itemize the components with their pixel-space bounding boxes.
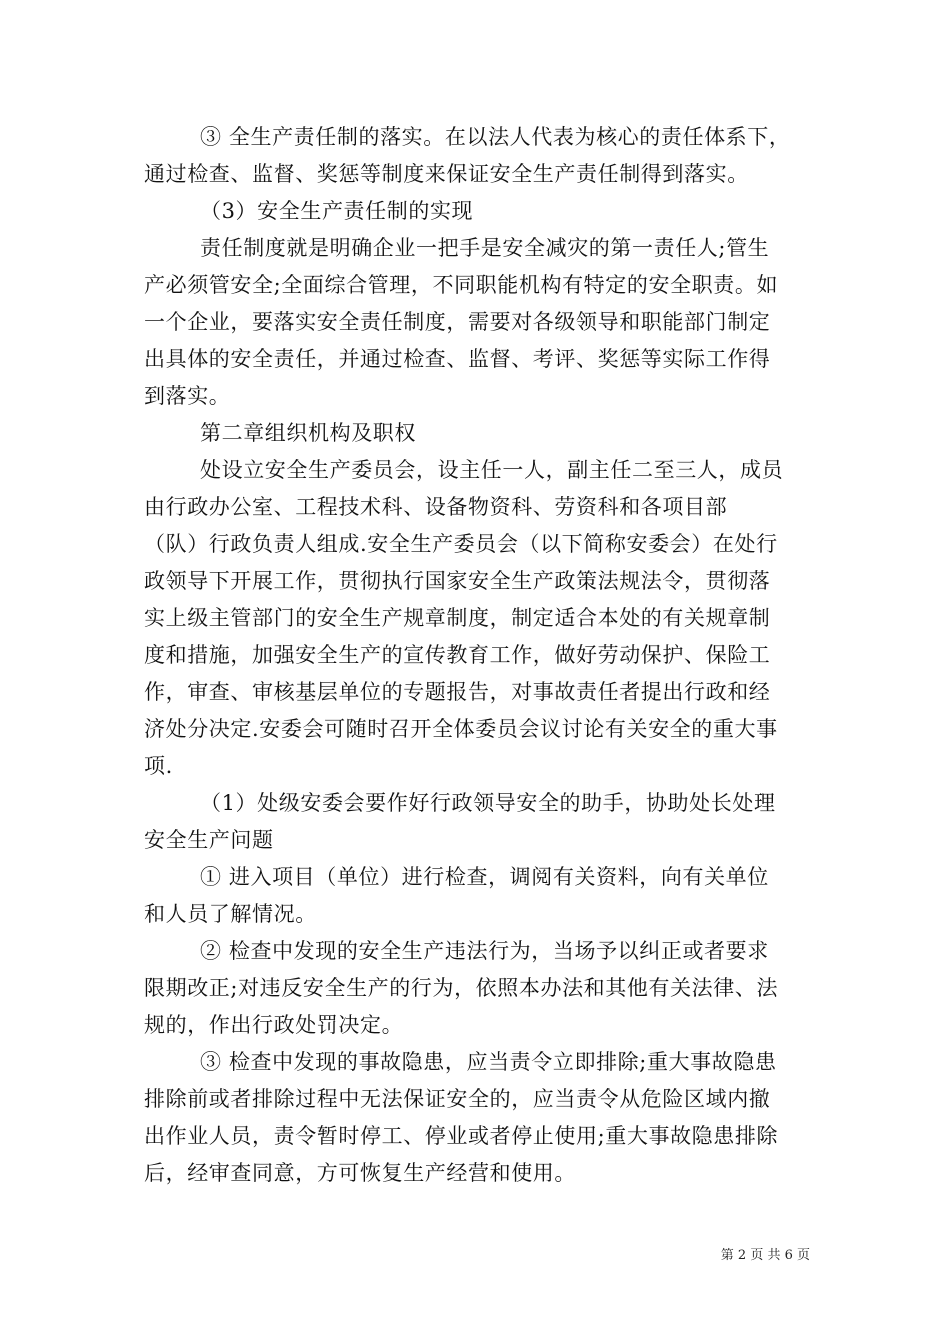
text-line: 排除前或者排除过程中无法保证安全的，应当责令从危险区域内撤 — [144, 1087, 771, 1111]
text-line: 到落实。 — [144, 384, 231, 408]
text-line: 后，经审查同意，方可恢复生产经营和使用。 — [144, 1161, 576, 1185]
text-line: 处设立安全生产委员会，设主任一人，副主任二至三人，成员 — [200, 458, 784, 482]
text-line: ③ 检查中发现的事故隐患，应当责令立即排除;重大事故隐患 — [200, 1050, 777, 1074]
text-line: ② 检查中发现的安全生产违法行为，当场予以纠正或者要求 — [200, 939, 769, 963]
page-number: 第 2 页 共 6 页 — [720, 1248, 810, 1263]
text-line: 作，审查、审核基层单位的专题报告，对事故责任者提出行政和经 — [144, 680, 771, 704]
text-line: 实上级主管部门的安全生产规章制度，制定适合本处的有关规章制 — [144, 606, 771, 630]
text-line: 出作业人员，责令暂时停工、停业或者停止使用;重大事故隐患排除 — [144, 1124, 779, 1148]
text-line: 一个企业，要落实安全责任制度，需要对各级领导和职能部门制定 — [144, 310, 771, 334]
text-line: （队）行政负责人组成.安全生产委员会（以下简称安委会）在处行 — [144, 532, 778, 556]
chapter-heading: 第二章组织机构及职权 — [200, 421, 416, 445]
text-line: ① 进入项目（单位）进行检查，调阅有关资料，向有关单位 — [200, 865, 769, 889]
text-line: 由行政办公室、工程技术科、设备物资科、劳资科和各项目部 — [144, 495, 728, 519]
section-heading: （3）安全生产责任制的实现 — [200, 199, 474, 223]
text-line: 出具体的安全责任，并通过检查、监督、考评、奖惩等实际工作得 — [144, 347, 771, 371]
text-line: 通过检查、监督、奖惩等制度来保证安全生产责任制得到落实。 — [144, 162, 749, 186]
text-line: 安全生产问题 — [144, 828, 274, 852]
text-line: （1）处级安委会要作好行政领导安全的助手，协助处长处理 — [200, 791, 776, 815]
text-line: 产必须管安全;全面综合管理，不同职能机构有特定的安全职责。如 — [144, 273, 779, 297]
text-line: 济处分决定.安委会可随时召开全体委员会议讨论有关安全的重大事 — [144, 717, 778, 741]
text-line: 责任制度就是明确企业一把手是安全减灾的第一责任人;管生 — [200, 236, 770, 260]
text-line: 规的，作出行政处罚决定。 — [144, 1013, 404, 1037]
text-line: 限期改正;对违反安全生产的行为，依照本办法和其他有关法律、法 — [144, 976, 779, 1000]
text-line: 政领导下开展工作，贯彻执行国家安全生产政策法规法令，贯彻落 — [144, 569, 771, 593]
text-line: 和人员了解情况。 — [144, 902, 317, 926]
text-line: ③ 全生产责任制的落实。在以法人代表为核心的责任体系下， — [200, 125, 791, 149]
text-line: 项. — [144, 754, 173, 778]
text-line: 度和措施，加强安全生产的宣传教育工作，做好劳动保护、保险工 — [144, 643, 771, 667]
